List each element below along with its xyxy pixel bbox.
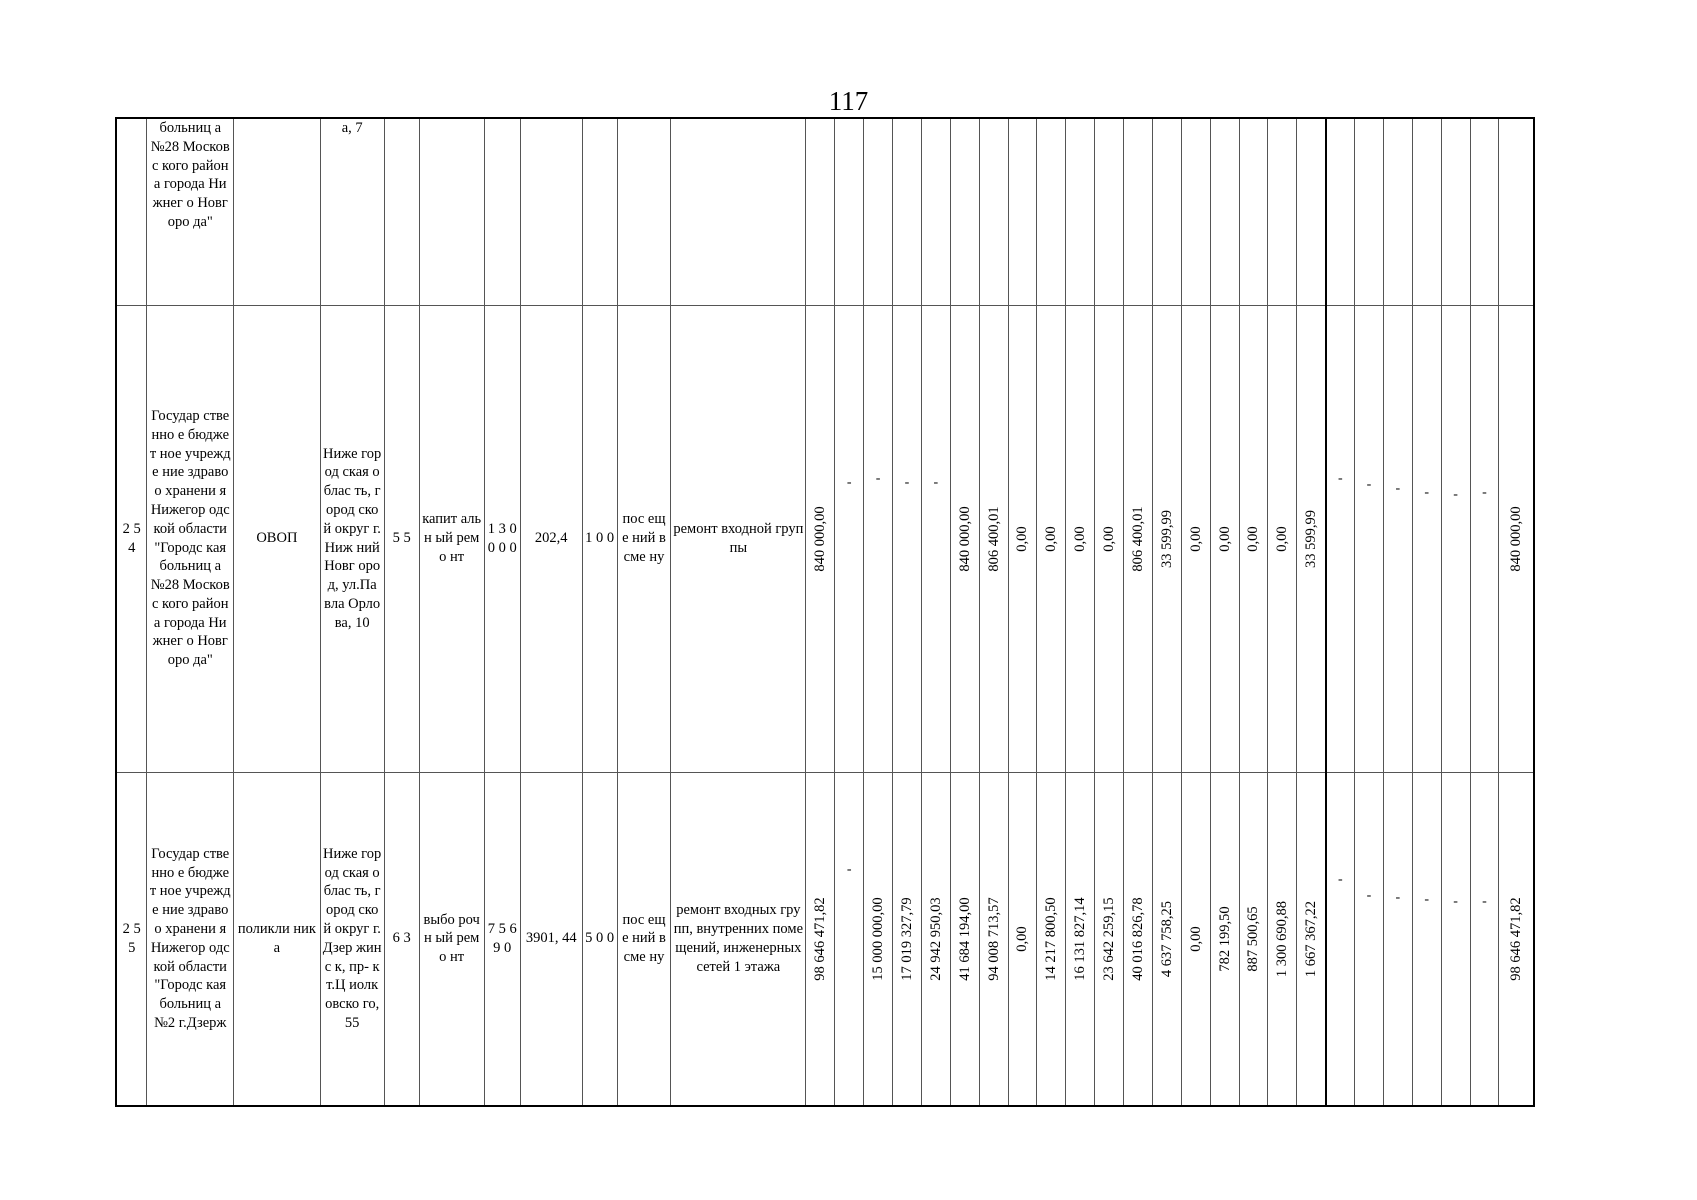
amount-value: 1 300 690,88: [1274, 900, 1291, 977]
amount-cell: [893, 772, 922, 1106]
row-number: [116, 118, 147, 305]
address: Ниже город ская облас ть, город ской округ г. Дзер жинс к, пр- кт.Ц иолк овско го, 55: [320, 772, 384, 1106]
amount-value: 16 131 827,14: [1072, 897, 1089, 981]
dash-cell: [1326, 305, 1355, 772]
amount-value: 0,00: [1245, 525, 1262, 552]
object-type: поликли ника: [234, 772, 321, 1106]
dash-cell: [835, 305, 864, 772]
amount-cell: [1239, 772, 1268, 1106]
year-cell: [1499, 305, 1534, 772]
dash-cell: [835, 772, 864, 1106]
empty-cell: [1210, 118, 1239, 305]
amount-cell: [1008, 305, 1037, 772]
table-row: [116, 305, 1534, 772]
work-description: [671, 118, 806, 305]
object-type: [234, 118, 321, 305]
dash-cell: [1383, 305, 1412, 772]
capacity-unit: пос еще ний в сме ну: [617, 772, 671, 1106]
amount-cell: [979, 305, 1008, 772]
empty-cell: [1239, 118, 1268, 305]
empty-cell: [1297, 118, 1326, 305]
dash-value: -: [846, 474, 852, 490]
dash-value: -: [1366, 476, 1372, 492]
institution-name: больниц а №28 Московс кого района города Нижнег о Новгоро да": [147, 118, 234, 305]
empty-cell: [893, 118, 922, 305]
work-description: ремонт входных групп, внутренних помещений, инженерных сетей 1 этажа: [671, 772, 806, 1106]
dash-value: -: [1453, 893, 1458, 909]
amount-cell: [979, 772, 1008, 1106]
dash-value: -: [1395, 889, 1401, 905]
dash-cell: [1383, 772, 1412, 1106]
amount-cell: [1239, 305, 1268, 772]
amount-cell: [1152, 772, 1181, 1106]
amount-value: 806 400,01: [1129, 505, 1146, 572]
empty-cell: [1355, 118, 1384, 305]
dash-cell: [1412, 772, 1441, 1106]
amount-value: 840 000,00: [812, 505, 829, 572]
empty-cell: [1499, 118, 1534, 305]
dash-value: -: [1424, 891, 1430, 907]
amount-cell: [921, 772, 950, 1106]
dash-cell: [921, 305, 950, 772]
amount-value: 840 000,00: [956, 505, 973, 572]
page-number: 117: [828, 86, 869, 116]
empty-cell: [1152, 118, 1181, 305]
amount-cell: [1066, 772, 1095, 1106]
dash-cell: [1412, 305, 1441, 772]
amount-value: 0,00: [1072, 525, 1089, 552]
cell-col6: [484, 118, 520, 305]
dash-cell: [893, 305, 922, 772]
empty-cell: [1383, 118, 1412, 305]
dash-value: -: [1424, 484, 1430, 500]
amount-value: 0,00: [1101, 525, 1118, 552]
cell-col4: 6 3: [384, 772, 419, 1106]
dash-value: -: [933, 474, 939, 490]
amount-value: 0,00: [1043, 525, 1060, 552]
cell-col6: 1 3 0 0 0 0: [484, 305, 520, 772]
dash-value: -: [1338, 470, 1343, 486]
amount-cell: [1124, 772, 1153, 1106]
area-value: 202,4: [520, 305, 582, 772]
empty-cell: [1008, 118, 1037, 305]
amount-value: 15 000 000,00: [870, 897, 887, 981]
amount-cell: [864, 772, 893, 1106]
amount-value: 0,00: [1216, 525, 1233, 552]
cell-col4: [384, 118, 419, 305]
amount-value: 40 016 826,78: [1129, 897, 1146, 981]
empty-cell: [1268, 118, 1297, 305]
dash-value: -: [1482, 893, 1487, 909]
dash-value: -: [1366, 887, 1372, 903]
empty-cell: [864, 118, 893, 305]
dash-value: -: [1338, 871, 1343, 887]
table-row: [116, 118, 1534, 305]
amount-cell: [950, 772, 979, 1106]
amount-value: 33 599,99: [1158, 509, 1175, 568]
address: а, 7: [320, 118, 384, 305]
amount-value: 0,00: [1274, 525, 1291, 552]
amount-cell: [950, 305, 979, 772]
empty-cell: [806, 118, 835, 305]
amount-value: 24 942 950,03: [927, 897, 944, 981]
dash-cell: [1441, 772, 1470, 1106]
capacity-value: 1 0 0: [582, 305, 617, 772]
amount-cell: [1095, 772, 1124, 1106]
empty-cell: [1095, 118, 1124, 305]
dash-value: -: [1395, 480, 1401, 496]
amount-value: 0,00: [1187, 926, 1204, 952]
amount-value: 33 599,99: [1302, 509, 1319, 568]
amount-cell: [1210, 772, 1239, 1106]
amount-cell: [1181, 305, 1210, 772]
year-value: 840 000,00: [1508, 505, 1525, 572]
amount-cell: [1297, 305, 1326, 772]
cell-col4: 5 5: [384, 305, 419, 772]
amount-cell: [806, 305, 835, 772]
amount-value: 0,00: [1014, 525, 1031, 552]
empty-cell: [1441, 118, 1470, 305]
amount-cell: [1124, 305, 1153, 772]
amount-value: 806 400,01: [985, 505, 1002, 572]
amount-value: 14 217 800,50: [1043, 897, 1060, 981]
area-value: 3901, 44: [520, 772, 582, 1106]
amount-cell: [1297, 772, 1326, 1106]
amount-cell: [1210, 305, 1239, 772]
amount-cell: [1037, 305, 1066, 772]
amount-value: 1 667 367,22: [1302, 900, 1319, 977]
dash-value: -: [875, 470, 881, 486]
amount-cell: [1037, 772, 1066, 1106]
amount-cell: [1152, 305, 1181, 772]
amount-value: 0,00: [1187, 525, 1204, 552]
work-description: ремонт входной группы: [671, 305, 806, 772]
year-cell: [1499, 772, 1534, 1106]
work-type: выбо рочн ый ремо нт: [419, 772, 484, 1106]
area-value: [520, 118, 582, 305]
empty-cell: [1412, 118, 1441, 305]
amount-cell: [1095, 305, 1124, 772]
amount-cell: [806, 772, 835, 1106]
empty-cell: [921, 118, 950, 305]
capacity-value: 5 0 0: [582, 772, 617, 1106]
amount-cell: [1268, 305, 1297, 772]
row-number: 2 5 5: [116, 772, 147, 1106]
dash-cell: [1441, 305, 1470, 772]
amount-value: 4 637 758,25: [1158, 900, 1175, 977]
amount-value: 98 646 471,82: [812, 897, 829, 981]
row-number: 2 5 4: [116, 305, 147, 772]
dash-cell: [1355, 305, 1384, 772]
amount-value: 782 199,50: [1216, 906, 1233, 972]
empty-cell: [1326, 118, 1355, 305]
capacity-value: [582, 118, 617, 305]
amount-cell: [1181, 772, 1210, 1106]
empty-cell: [835, 118, 864, 305]
amount-cell: [1008, 772, 1037, 1106]
amount-value: 41 684 194,00: [956, 897, 973, 981]
amount-value: 0,00: [1014, 926, 1031, 952]
capacity-unit: пос еще ний в сме ну: [617, 305, 671, 772]
dash-value: -: [904, 474, 910, 490]
empty-cell: [1181, 118, 1210, 305]
year-value: 98 646 471,82: [1508, 897, 1525, 981]
amount-value: 94 008 713,57: [985, 897, 1002, 981]
institution-name: Государ ственно е бюджет ное учрежде ние здравоо хранени я Нижегор одской области "Городс кая больниц а №28 Московс кого района города Нижнег о Новгоро да": [147, 305, 234, 772]
budget-table: [115, 117, 1535, 1107]
dash-cell: [1470, 305, 1499, 772]
cell-col6: 7 5 6 9 0: [484, 772, 520, 1106]
dash-value: -: [1453, 486, 1458, 502]
work-type: капит альн ый ремо нт: [419, 305, 484, 772]
amount-cell: [1066, 305, 1095, 772]
dash-value: -: [846, 861, 852, 877]
amount-value: 17 019 327,79: [898, 897, 915, 981]
dash-cell: [1355, 772, 1384, 1106]
work-type: [419, 118, 484, 305]
dash-value: -: [1482, 484, 1487, 500]
empty-cell: [1037, 118, 1066, 305]
institution-name: Государ ственно е бюджет ное учрежде ние здравоо хранени я Нижегор одской области "Городс кая больниц а №2 г.Дзерж: [147, 772, 234, 1106]
table-row: [116, 772, 1534, 1106]
dash-cell: [1470, 772, 1499, 1106]
empty-cell: [979, 118, 1008, 305]
empty-cell: [1066, 118, 1095, 305]
amount-cell: [1268, 772, 1297, 1106]
empty-cell: [1470, 118, 1499, 305]
dash-cell: [864, 305, 893, 772]
amount-value: 887 500,65: [1245, 906, 1262, 972]
capacity-unit: [617, 118, 671, 305]
empty-cell: [1124, 118, 1153, 305]
address: Ниже город ская облас ть, город ской округ г. Ниж ний Новг ород, ул.Па вла Орло ва, 10: [320, 305, 384, 772]
empty-cell: [950, 118, 979, 305]
dash-cell: [1326, 772, 1355, 1106]
object-type: ОВОП: [234, 305, 321, 772]
amount-value: 23 642 259,15: [1101, 897, 1118, 981]
